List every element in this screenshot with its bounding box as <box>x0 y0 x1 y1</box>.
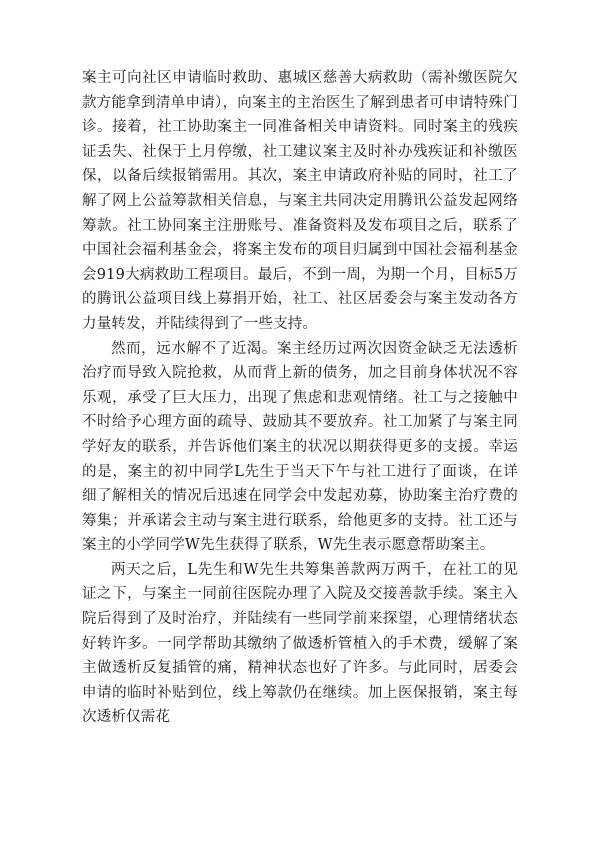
paragraph-3: 两天之后，L先生和W先生共筹集善款两万两千，在社工的见证之下，与案主一同前往医院办理了入院及交接善款手续。案主入院后得到了及时治疗，并陆续有一些同学前来探望，心理情绪状态好转许多。一同学帮助其缴纳了做透析管植入的手术费，缓解了案主做透析反复插管的痛，精神状态也好了许多。与此同时，居委会申请的临时补贴到位，线上筹款仍在继续。加上医保报销，案主每次透析仅需花 <box>82 561 518 726</box>
paragraph-1: 案主可向社区申请临时救助、惠城区慈善大病救助（需补缴医院欠款方能拿到清单申请），向案主的主治医生了解到患者可申请特殊门诊。接着，社工协助案主一同准备相关申请资料。同时案主的残疾证丢失、社保于上月停缴，社工建议案主及时补办残疾证和补缴医保，以备后续报销需用。其次，案主申请政府补贴的同时，社工了解了网上公益筹款相关信息，与案主共同决定用腾讯公益发起网络筹款。社工协同案主注册账号、准备资料及发布项目之后，联系了中国社会福利基金会，将案主发布的项目归属到中国社会福利基金会919大病救助工程项目。最后，不到一周，为期一个月，目标5万的腾讯公益项目线上募捐开始，社工、社区居委会与案主发动各方力量转发，并陆续得到了一些支持。 <box>82 70 518 332</box>
paragraph-2: 然而，远水解不了近渴。案主经历过两次因资金缺乏无法透析治疗而导致入院抢救，从而背上新的债务，加之目前身体状况不容乐观，承受了巨大压力，出现了焦虑和悲观情绪。社工与之接触中不时给予心理方面的疏导、鼓励其不要放弃。社工加紧了与案主同学好友的联系，并告诉他们案主的状况以期获得更多的支援。幸运的是，案主的初中同学L先生于当天下午与社工进行了面谈，在详细了解相关的情况后迅速在同学会中发起劝募，协助案主治疗费的筹集；并承诺会主动与案主进行联系，给他更多的支持。社工还与案主的小学同学W先生获得了联系，W先生表示愿意帮助案主。 <box>82 340 518 554</box>
body-text <box>82 66 518 730</box>
